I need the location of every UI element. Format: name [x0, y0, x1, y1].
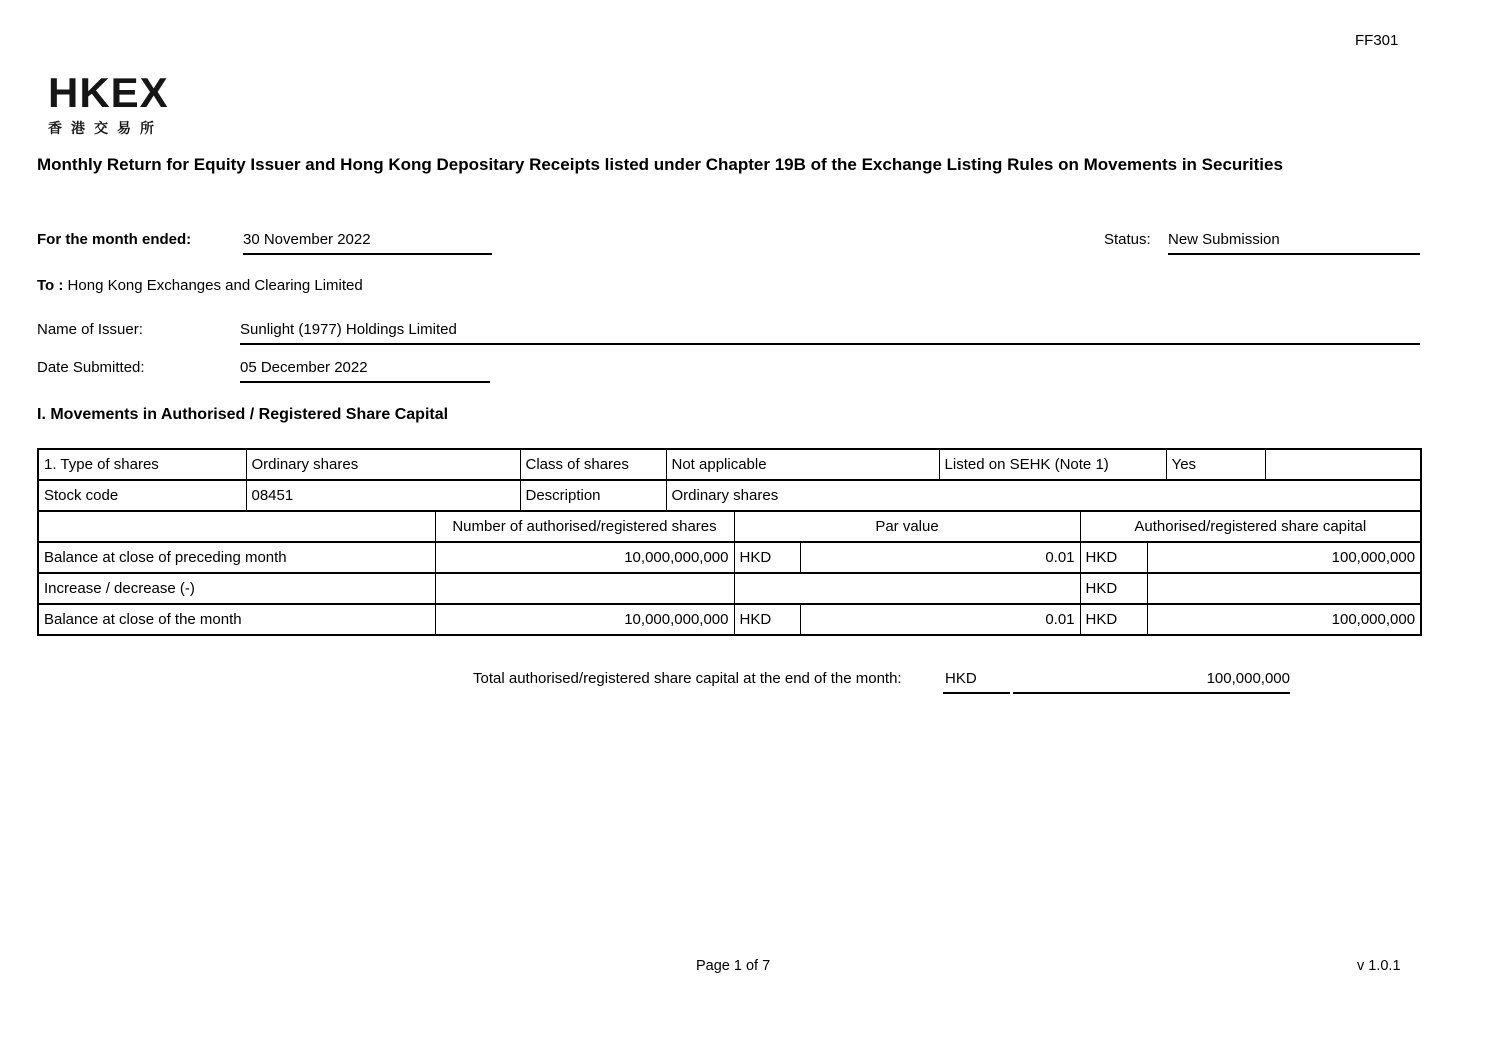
description-label: Description [520, 480, 666, 511]
section-1-heading: I. Movements in Authorised / Registered Share Capital [37, 406, 449, 423]
to-value: Hong Kong Exchanges and Clearing Limited [67, 277, 363, 294]
hkex-logo [48, 69, 169, 138]
status-label: Status: [1104, 231, 1151, 248]
stock-code-label: Stock code [38, 480, 246, 511]
type-of-shares-label: 1. Type of shares [38, 449, 246, 480]
listed-on-sehk-label: Listed on SEHK (Note 1) [939, 449, 1166, 480]
total-share-capital-label: Total authorised/registered share capital at the end of the month: [473, 670, 902, 687]
type-of-shares-value: Ordinary shares [246, 449, 520, 480]
form-code: FF301 [1355, 32, 1399, 49]
header-par-value: Par value [734, 511, 1080, 542]
table-row-balance-close-month [38, 604, 1421, 635]
header-empty-cell [38, 511, 435, 542]
table-row-type-of-shares [38, 449, 1421, 480]
table-header-row [38, 511, 1421, 542]
listed-on-sehk-value: Yes [1166, 449, 1265, 480]
increase-decrease-capital-value [1147, 573, 1421, 604]
table-row-balance-preceding-month [38, 542, 1421, 573]
total-share-capital-currency: HKD [943, 670, 1010, 694]
increase-decrease-number [435, 573, 734, 604]
date-submitted-label: Date Submitted: [37, 359, 145, 376]
header-number-of-shares: Number of authorised/registered shares [435, 511, 734, 542]
balance-preceding-capital-value: 100,000,000 [1147, 542, 1421, 573]
share-capital-table [37, 448, 1422, 636]
page-number: Page 1 of 7 [696, 958, 771, 974]
status-value: New Submission [1168, 231, 1420, 255]
balance-close-number: 10,000,000,000 [435, 604, 734, 635]
total-share-capital-value: 100,000,000 [1013, 670, 1290, 694]
balance-close-par-value: 0.01 [800, 604, 1080, 635]
balance-preceding-par-currency: HKD [734, 542, 800, 573]
increase-decrease-capital-currency: HKD [1080, 573, 1147, 604]
month-ended-label: For the month ended: [37, 231, 192, 248]
month-ended-value: 30 November 2022 [243, 231, 492, 255]
balance-preceding-number: 10,000,000,000 [435, 542, 734, 573]
issuer-value: Sunlight (1977) Holdings Limited [240, 321, 1420, 345]
table-row-stock-code [38, 480, 1421, 511]
class-of-shares-value: Not applicable [666, 449, 939, 480]
balance-preceding-label: Balance at close of preceding month [38, 542, 435, 573]
balance-close-par-currency: HKD [734, 604, 800, 635]
table-row-increase-decrease [38, 573, 1421, 604]
hkex-logo-chinese-text: 香港交易所 [48, 120, 163, 136]
date-submitted-value: 05 December 2022 [240, 359, 490, 383]
description-value: Ordinary shares [666, 480, 1421, 511]
addressee-line [37, 277, 363, 294]
hkex-logo-text: HKEX [48, 69, 169, 116]
to-label: To : [37, 277, 64, 294]
header-share-capital: Authorised/registered share capital [1080, 511, 1421, 542]
class-of-shares-label: Class of shares [520, 449, 666, 480]
version-label: v 1.0.1 [1357, 958, 1401, 974]
balance-close-capital-value: 100,000,000 [1147, 604, 1421, 635]
balance-preceding-par-value: 0.01 [800, 542, 1080, 573]
stock-code-value: 08451 [246, 480, 520, 511]
balance-close-label: Balance at close of the month [38, 604, 435, 635]
balance-preceding-capital-currency: HKD [1080, 542, 1147, 573]
page-title: Monthly Return for Equity Issuer and Hong Kong Depositary Receipts listed under Chapter 19B of the Exchange Listing Rules on Movements in Securities [37, 155, 1283, 174]
row1-empty-cell [1265, 449, 1421, 480]
increase-decrease-par-value [734, 573, 1080, 604]
increase-decrease-label: Increase / decrease (-) [38, 573, 435, 604]
issuer-label: Name of Issuer: [37, 321, 143, 338]
balance-close-capital-currency: HKD [1080, 604, 1147, 635]
